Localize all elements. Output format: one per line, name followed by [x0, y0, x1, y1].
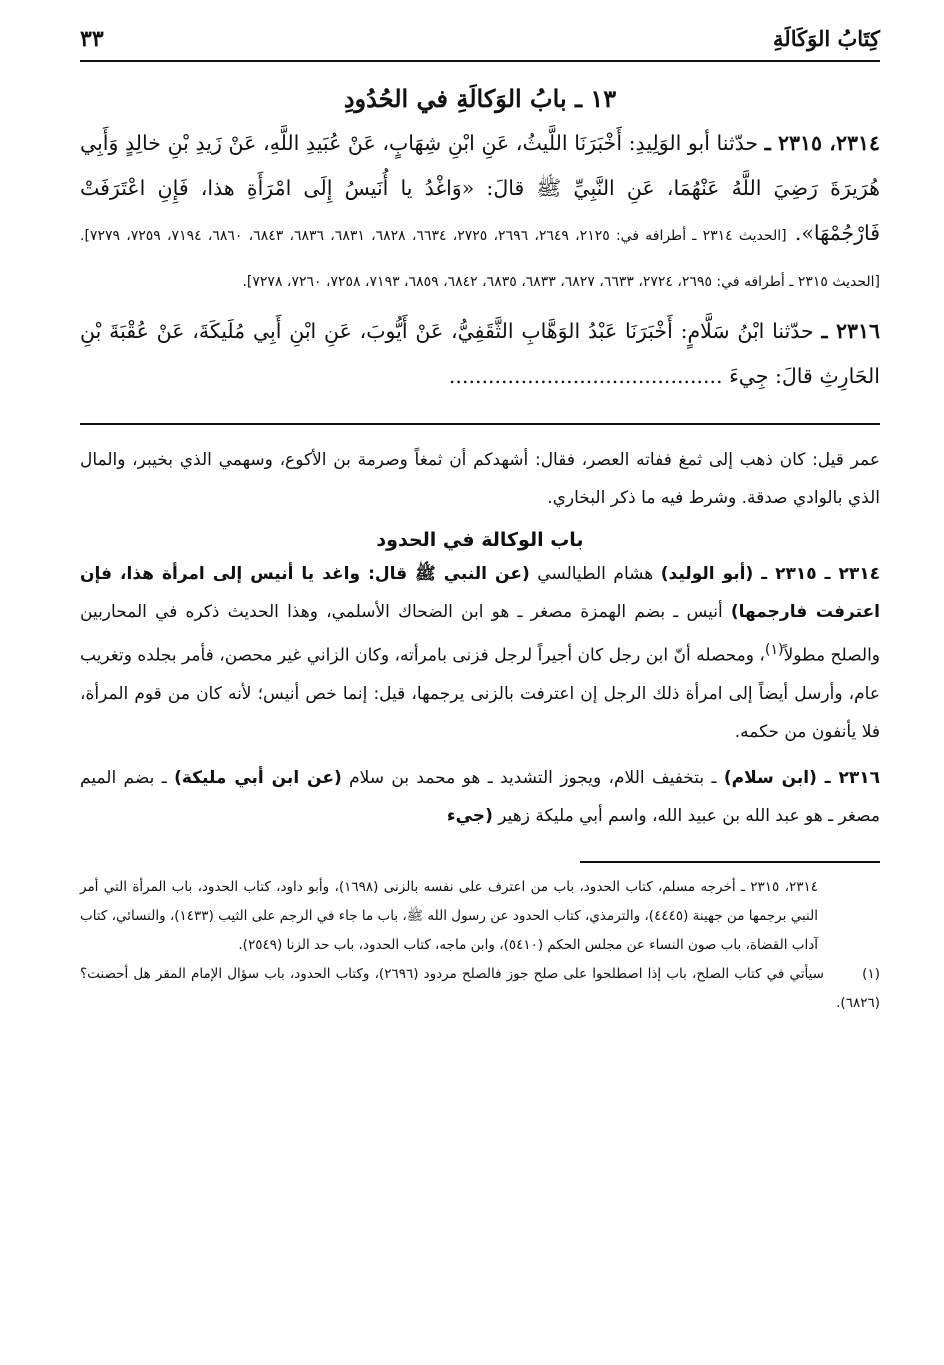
commentary-quote: (عن ابن أبي مليكة)	[174, 767, 342, 788]
hadith-text: حدّثنا ابْنُ سَلَّامٍ: أَخْبَرَنَا عَبْدُ الوَهَّابِ الثَّقَفِيُّ، عَنْ أَيُّوبَ، عَنِ ابْنِ أَبِي مُلَيكَةَ، عَنْ عُقْبَةَ بْنِ الحَارِثِ قالَ: جِيءَ ..........................................	[80, 319, 880, 388]
footnote-marker[interactable]: (١)	[764, 642, 784, 658]
commentary-lead: ٢٣١٤ ـ ٢٣١٥ ـ (أبو الوليد)	[660, 564, 880, 584]
running-title: كِتَابُ الوَكَالَةِ	[773, 26, 880, 51]
commentary-quote: (جيء	[446, 805, 493, 826]
chapter-heading: ١٣ ـ بابُ الوَكالَةِ في الحُدُودِ	[343, 84, 617, 113]
section-divider	[80, 423, 880, 425]
hadith-cross-references: [الحديث ٢٣١٤ ـ أطرافه في: ٢١٢٥، ٢٦٤٩، ٢٦٩٦، ٢٧٢٥، ٦٦٣٤، ٦٨٢٨، ٦٨٣١، ٦٨٣٦، ٦٨٤٣، ٦٨٦٠، ٧١٩٤، ٧٢٥٩، ٧٢٧٩]. [الحديث ٢٣١٥ ـ أطرافه في: ٢٦٩٥، ٢٧٢٤، ٦٦٣٣، ٦٨٢٧، ٦٨٣٣، ٦٨٣٥، ٦٨٤٢، ٦٨٥٩، ٧١٩٣، ٧٢٥٨، ٧٢٦٠، ٧٢٧٨].	[80, 228, 880, 290]
hadith-number: ٢٣١٦ ـ	[821, 319, 880, 343]
commentary-text: ـ بضم الميم مصغر ـ هو عبد الله بن عبيد الله، واسم أبي مليكة زهير	[80, 767, 880, 826]
footnote-number: (١)	[862, 965, 880, 982]
footnote-takhrij: ٢٣١٤، ٢٣١٥ ـ أخرجه مسلم، كتاب الحدود، باب من اعترف على نفسه بالزنى (١٦٩٨)، وأبو داود، كتاب الحدود، باب المرأة التي أمر النبي برجمها من جهينة (٤٤٤٥)، والترمذي، كتاب الحدود عن رسول الله ﷺ، باب ما جاء في الرجم على الثيب (١٤٣٣)، والنسائي، كتاب آداب القضاة، باب صون النساء عن مجلس الحكم (٥٤١٠)، وابن ماجه، كتاب الحدود، باب حد الزنا (٢٥٤٩).	[80, 878, 819, 953]
commentary-text: هشام الطيالسي	[537, 564, 654, 584]
hadith-number: ٢٣١٤، ٢٣١٥ ـ	[764, 131, 880, 155]
running-header	[80, 26, 880, 62]
footnote-divider	[580, 861, 880, 863]
commentary-paragraph-2314	[80, 555, 880, 751]
commentary-lead: ٢٣١٦ ـ (ابن سلام)	[723, 767, 880, 788]
page-number: ٣٣	[80, 26, 104, 52]
hadith-2314-2315	[80, 121, 880, 303]
footnote-1	[80, 960, 880, 1018]
commentary-text: ـ بتخفيف اللام، ويجوز التشديد ـ هو محمد بن سلام	[349, 767, 717, 788]
book-page	[80, 26, 880, 1018]
commentary-heading: باب الوكالة في الحدود	[376, 529, 584, 551]
commentary-text: أنيس ـ بضم الهمزة مصغر ـ هو ابن الضحاك الأسلمي، وهذا الحديث ذكره في المحاربين والصلح مطولاً	[80, 602, 880, 666]
commentary-text: ، ومحصله أنّ ابن رجل كان أجيراً لرجل فزنى بامرأته، وكان الزاني غير محصن، فأمر بجلده وتغريب عام، وأرسل أيضاً إلى امرأة ذلك الرجل إن اعترفت بالزنى يرجمها، قيل: إنما خص أنيس؛ لأنه كان من قوم المرأة، فلا يأنفون من حكمه.	[80, 645, 880, 742]
commentary-intro: عمر قيل: كان ذهب إلى ثمغ ففاته العصر، فقال: أشهدكم أن ثمغاً وصرمة بن الأكوع، وسهمي الذي بخيبر، والمال الذي بالوادي صدقة. وشرط فيه ما ذكر البخاري.	[80, 450, 880, 508]
hadith-2316	[80, 309, 880, 399]
footnote-text: سيأتي في كتاب الصلح، باب إذا اصطلحوا على صلح جوز فالصلح مردود (٢٦٩٦)، وكتاب الحدود، باب سؤال الإمام المقر هل أحصنت؟ (٦٨٢٦).	[80, 965, 880, 1011]
commentary-quote: (عن النبي ﷺ قال: واغد يا أنيس إلى امرأة هذا، فإن اعترفت فارجمها)	[80, 564, 881, 622]
hadith-text: حدّثنا أبو الوَلِيدِ: أَخْبَرَنَا اللَّيثُ، عَنِ ابْنِ شِهَابٍ، عَنْ عُبَيدِ اللَّهِ، عَنْ زَيدِ بْنِ خالِدٍ وَأَبِي هُرَيرَةَ رَضِيَ اللَّهُ عَنْهُمَا، عَنِ النَّبِيِّ ﷺ قالَ: «وَاغْدُ يا أُنَيسُ إِلَى امْرَأَةِ هذا، فَإِنِ اعْتَرَفَتْ فَارْجُمْهَا».	[80, 131, 881, 245]
commentary-paragraph-2316	[80, 759, 880, 835]
